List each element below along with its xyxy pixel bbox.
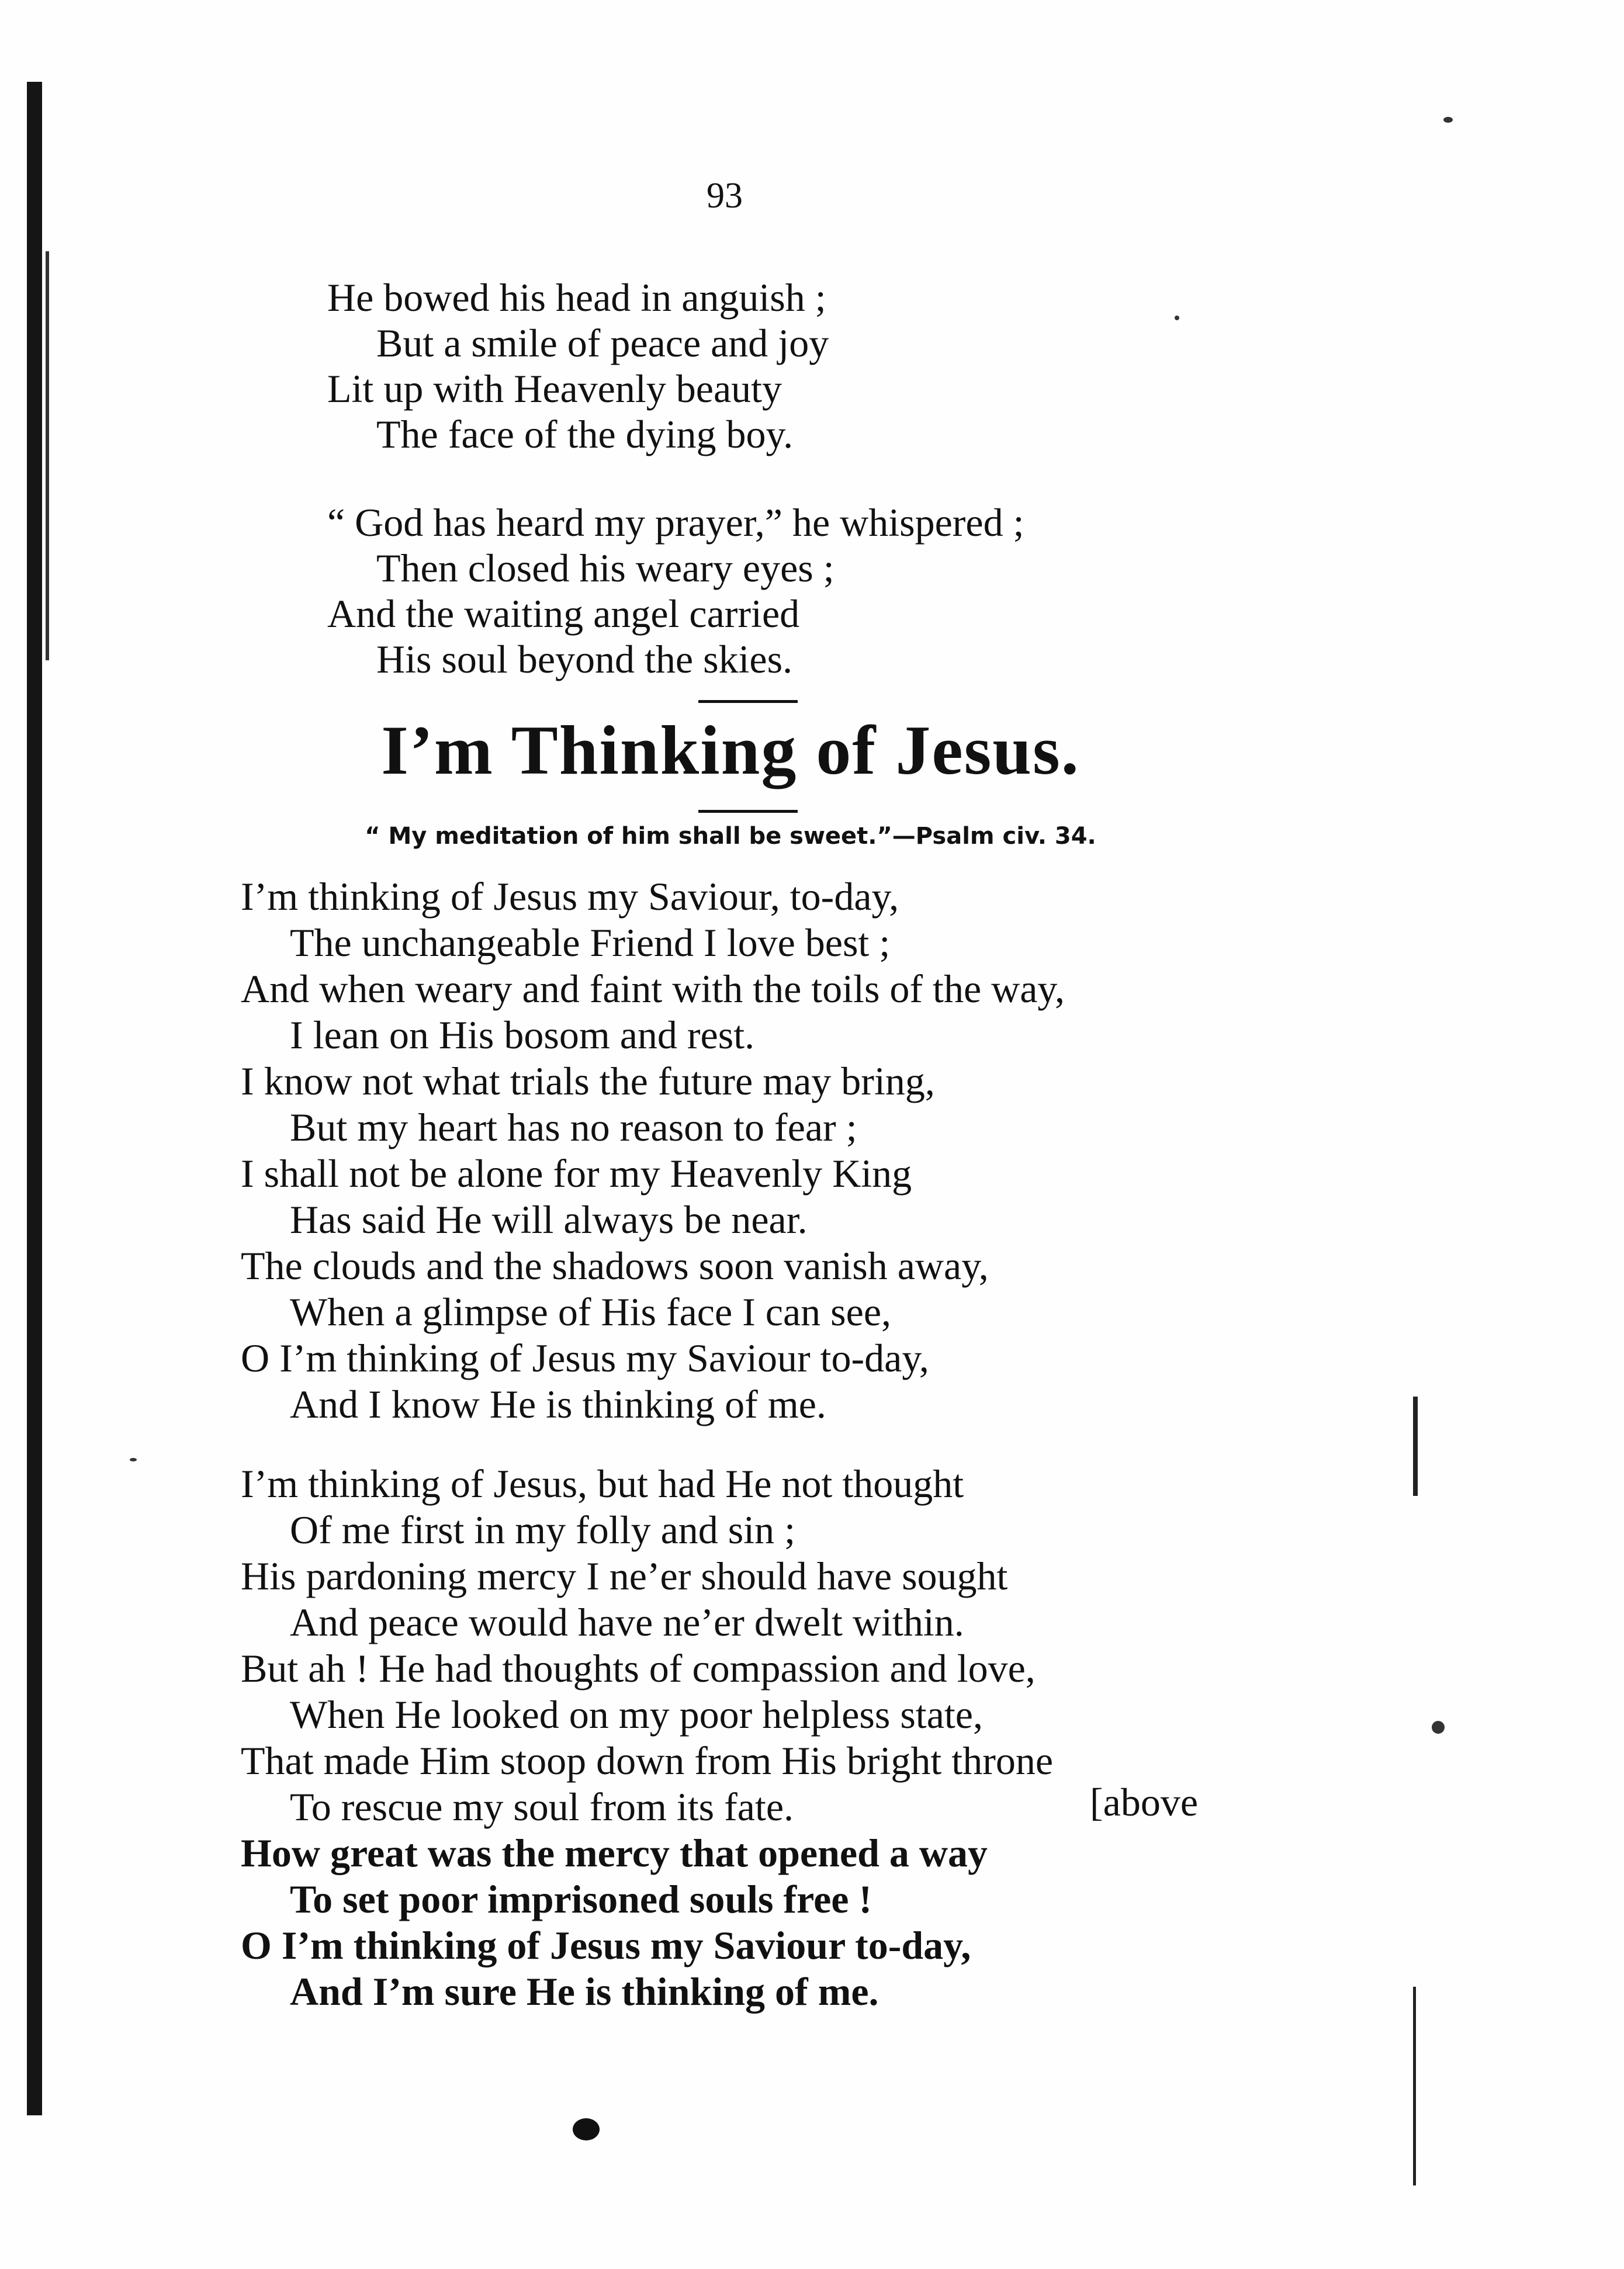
hymn-line: The unchangeable Friend I love best ; (290, 920, 891, 965)
hymn-line: And peace would have ne’er dwelt within. (290, 1600, 964, 1644)
hymn-line: That made Him stoop down from His bright throne (241, 1738, 1054, 1783)
binding-edge-thin-rule (46, 251, 49, 660)
print-speck (1432, 1721, 1445, 1734)
title-bottom-rule (698, 810, 798, 813)
hymn-verse-1 (241, 874, 1065, 1428)
prev-poem-stanza-2 (327, 500, 1024, 682)
hymn-line: To rescue my soul from its fate. (290, 1785, 794, 1829)
print-speck (1175, 316, 1179, 320)
print-speck (1443, 117, 1453, 123)
hymn-line: His pardoning mercy I ne’er should have sought (241, 1554, 1008, 1598)
binding-edge-rule (27, 82, 42, 2115)
hymn-line: I lean on His bosom and rest. (290, 1013, 755, 1057)
hymn-line: And I know He is thinking of me. (290, 1382, 826, 1426)
hymn-line: And I’m sure He is thinking of me. (290, 1969, 879, 2014)
hymn-verse-2 (241, 1461, 1053, 2015)
hymn-line: O I’m thinking of Jesus my Saviour to-day, (241, 1336, 929, 1380)
hymn-line: But my heart has no reason to fear ; (290, 1105, 857, 1149)
poem-line: His soul beyond the skies. (376, 637, 793, 681)
hymn-line: How great was the mercy that opened a way (241, 1831, 988, 1875)
hymn-line: I shall not be alone for my Heavenly King (241, 1151, 912, 1196)
hymn-line: To set poor imprisoned souls free ! (290, 1877, 872, 1921)
print-speck (130, 1458, 137, 1461)
hymn-line: O I’m thinking of Jesus my Saviour to-day, (241, 1923, 971, 1967)
page-number: 93 (707, 176, 743, 216)
hymn-line: I’m thinking of Jesus my Saviour, to-day, (241, 874, 899, 919)
hymn-line: The clouds and the shadows soon vanish away, (241, 1243, 989, 1288)
hymn-line: Has said He will always be near. (290, 1197, 808, 1242)
margin-mark (1413, 1397, 1418, 1496)
poem-line: Lit up with Heavenly beauty (327, 366, 782, 411)
margin-mark (1413, 1987, 1416, 2185)
prev-poem-stanza-1 (327, 275, 829, 457)
hymn-epigraph: “ My meditation of him shall be sweet.”—Psalm civ. 34. (365, 823, 1096, 850)
poem-line: Then closed his weary eyes ; (376, 546, 834, 590)
hymn-title: I’m Thinking of Jesus. (381, 711, 1080, 789)
turnover-note: [above (1090, 1780, 1199, 1824)
poem-line: The face of the dying boy. (376, 412, 794, 456)
hymn-line: When a glimpse of His face I can see, (290, 1290, 891, 1334)
poem-line: “ God has heard my prayer,” he whispered ; (327, 500, 1024, 545)
poem-line: And the waiting angel carried (327, 591, 800, 636)
title-top-rule (698, 700, 798, 703)
hymn-line: When He looked on my poor helpless state, (290, 1692, 983, 1737)
poem-line: But a smile of peace and joy (376, 321, 829, 365)
poem-line: He bowed his head in anguish ; (327, 275, 826, 320)
hymn-line: But ah ! He had thoughts of compassion and love, (241, 1646, 1036, 1691)
tailpiece-ornament (573, 2118, 600, 2140)
hymn-line: I know not what trials the future may bring, (241, 1059, 935, 1103)
hymn-line: I’m thinking of Jesus, but had He not thought (241, 1461, 964, 1506)
hymn-line: Of me first in my folly and sin ; (290, 1508, 796, 1552)
hymn-line: And when weary and faint with the toils of the way, (241, 967, 1065, 1011)
